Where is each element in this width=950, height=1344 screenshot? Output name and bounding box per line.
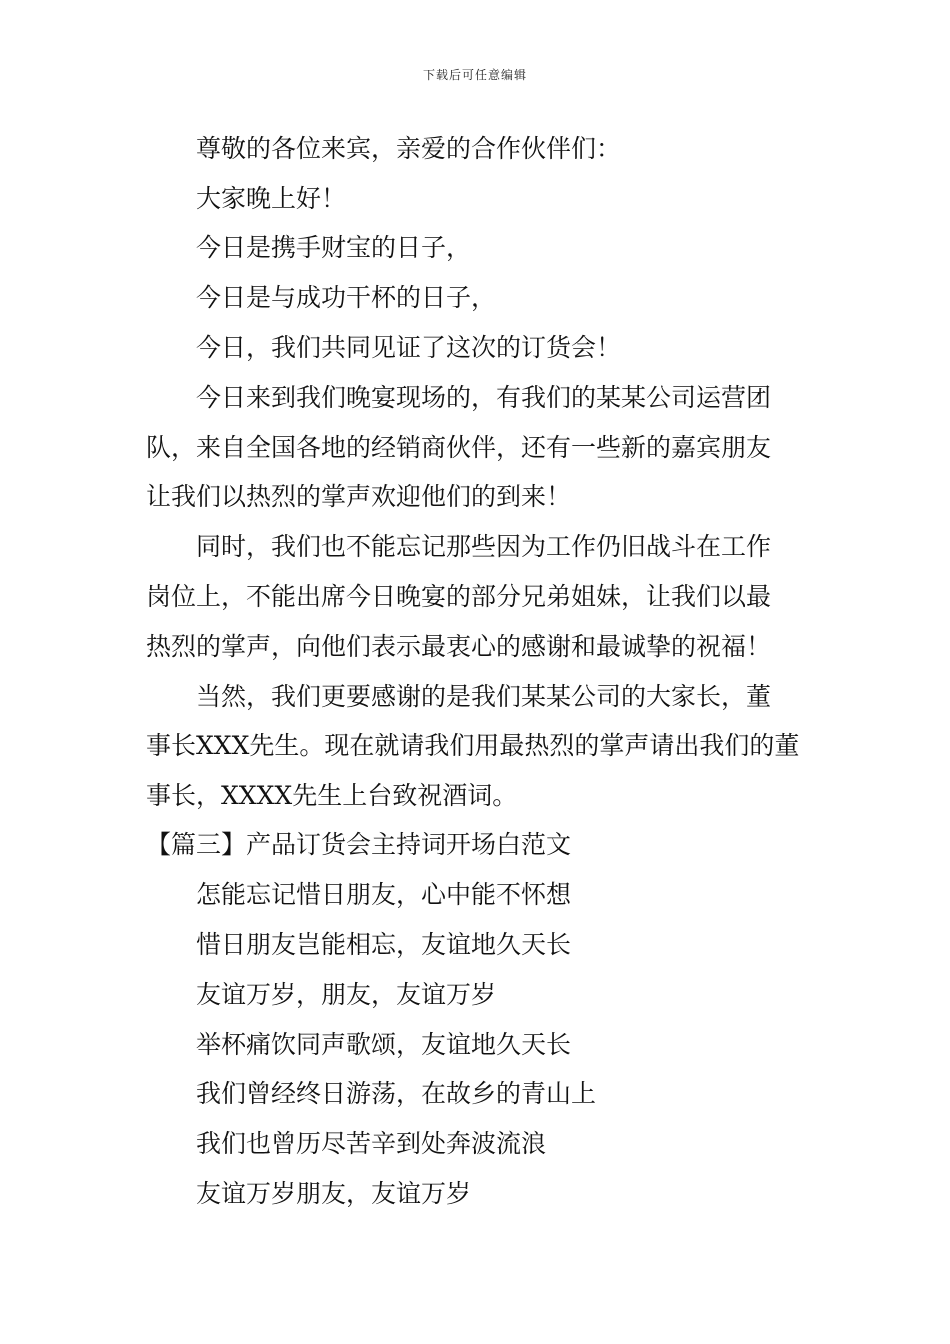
paragraph-line: 热烈的掌声，向他们表示最衷心的感谢和最诚挚的祝福！	[146, 632, 772, 661]
paragraph-line: 队，来自全国各地的经销商伙伴，还有一些新的嘉宾朋友	[146, 433, 772, 462]
paragraph-line: 当然，我们更要感谢的是我们某某公司的大家长，董	[196, 682, 772, 711]
paragraph-line: 事长XXX先生。现在就请我们用最热烈的掌声请出我们的董	[146, 731, 800, 760]
poem-line: 惜日朋友岂能相忘，友谊地久天长	[196, 930, 572, 959]
poem-line: 友谊万岁朋友，友谊万岁	[196, 1179, 472, 1208]
paragraph-line: 同时，我们也不能忘记那些因为工作仍旧战斗在工作	[196, 532, 772, 561]
section-heading: 【篇三】产品订货会主持词开场白范文	[146, 830, 572, 859]
paragraph-line: 大家晚上好！	[196, 184, 347, 213]
paragraph-line: 今日是携手财宝的日子，	[196, 233, 472, 262]
paragraph-line: 事长，XXXX先生上台致祝酒词。	[146, 781, 518, 810]
paragraph-line: 今日来到我们晚宴现场的，有我们的某某公司运营团	[196, 383, 772, 412]
poem-line: 怎能忘记惜日朋友，心中能不怀想	[196, 880, 572, 909]
poem-line: 我们也曾历尽苦辛到处奔波流浪	[196, 1129, 547, 1158]
paragraph-line: 今日，我们共同见证了这次的订货会！	[196, 333, 622, 362]
paragraph-line: 让我们以热烈的掌声欢迎他们的到来！	[146, 482, 572, 511]
poem-line: 友谊万岁，朋友，友谊万岁	[196, 980, 497, 1009]
header-note: 下载后可任意编辑	[422, 68, 527, 82]
paragraph-line: 尊敬的各位来宾，亲爱的合作伙伴们：	[196, 134, 622, 163]
paragraph-line: 今日是与成功干杯的日子，	[196, 283, 497, 312]
poem-line: 我们曾经终日游荡，在故乡的青山上	[196, 1079, 597, 1108]
paragraph-line: 岗位上，不能出席今日晚宴的部分兄弟姐妹，让我们以最	[146, 582, 772, 611]
poem-line: 举杯痛饮同声歌颂，友谊地久天长	[196, 1030, 572, 1059]
